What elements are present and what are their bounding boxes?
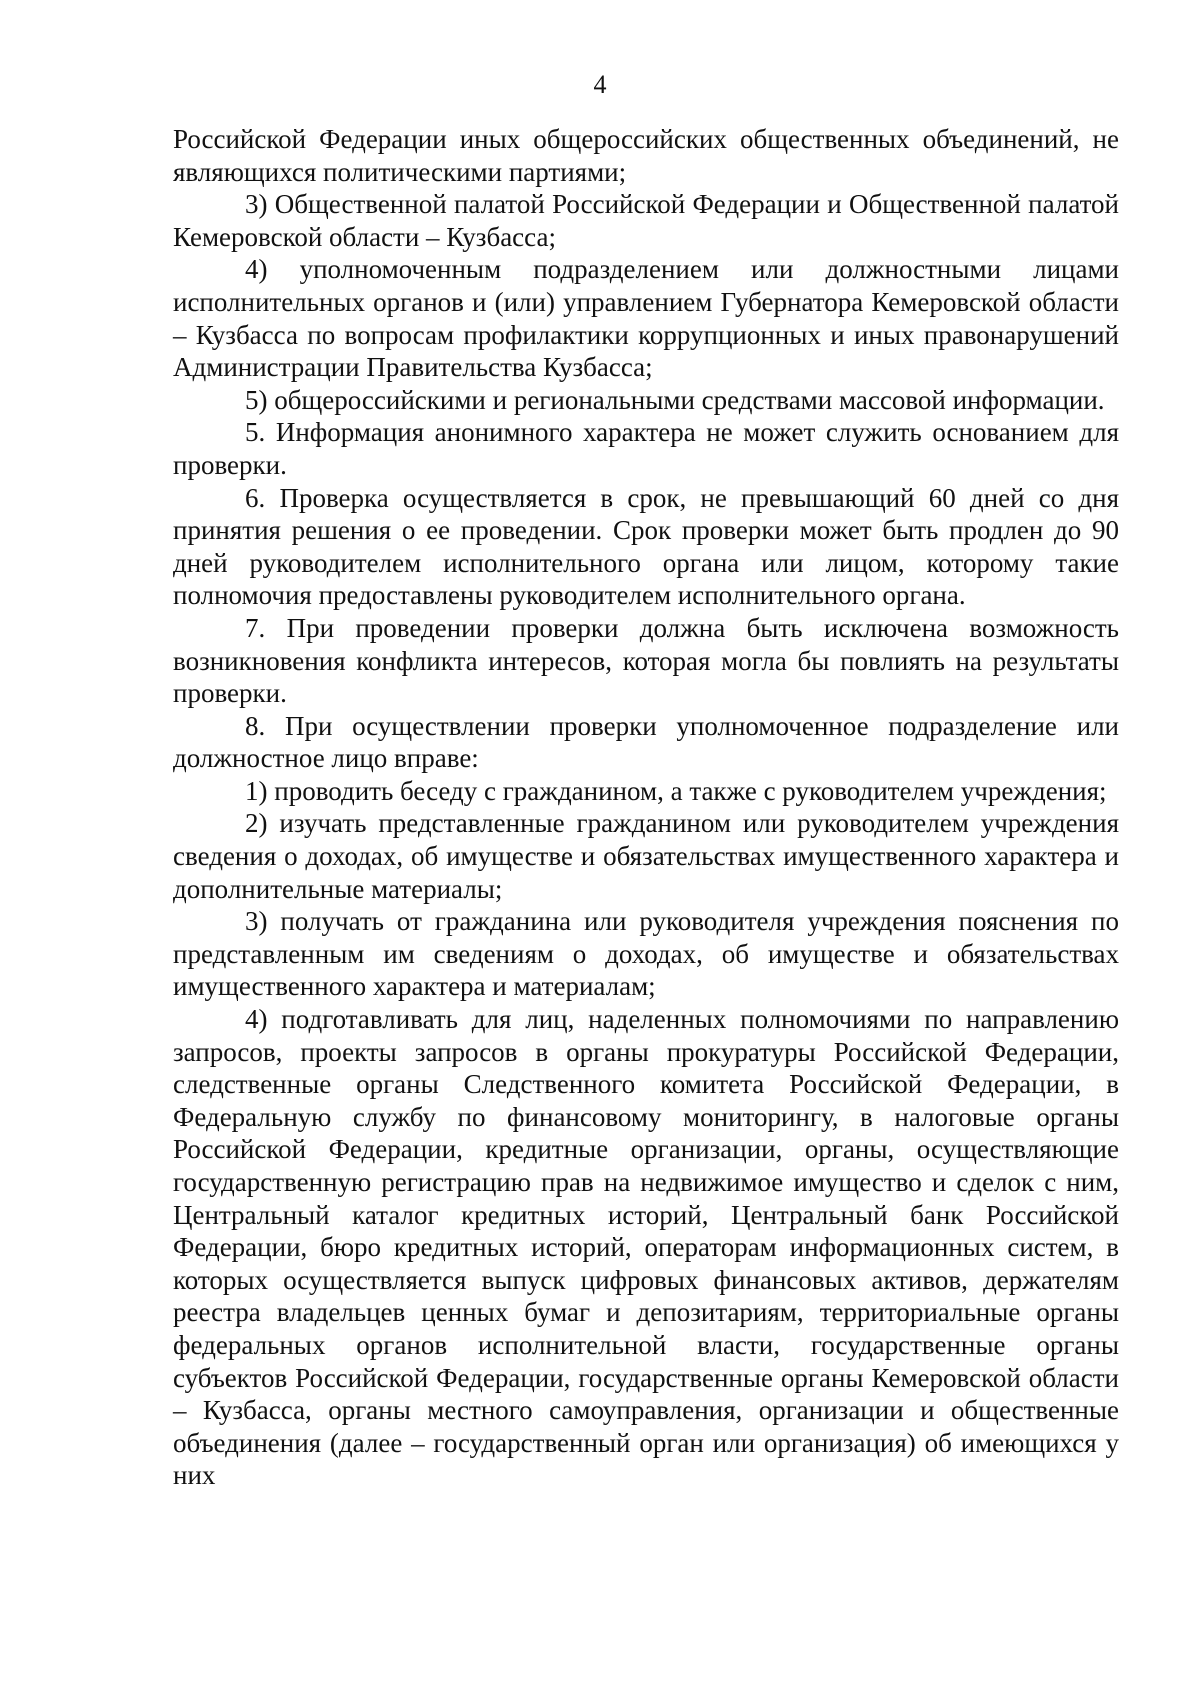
list-item-5-mass-media: 5) общероссийскими и региональными средствами массовой информации. xyxy=(245,384,1105,415)
clause-6-check-term: 6. Проверка осуществляется в срок, не превышающий 60 дней со дня принятия решения о ее проведении. Срок проверки может быть продлен до 90 дней руководителем исполнительного органа или лицом, которому такие полномочия предоставлены руководителем исполнительного органа. xyxy=(173,482,1119,611)
right-3-obtain-explanations: 3) получать от гражданина или руководителя учреждения пояснения по представленным им сведениям о доходах, об имуществе и обязательствах имущественного характера и материалам; xyxy=(173,906,1119,1002)
list-item-3-public-chamber: 3) Общественной палатой Российской Федерации и Общественной палатой Кемеровской области – Кузбасса; xyxy=(173,189,1119,252)
clause-5-anonymous-information: 5. Информация анонимного характера не может служить основанием для проверки. xyxy=(173,417,1119,480)
right-1-conversation: 1) проводить беседу с гражданином, а также с руководителем учреждения; xyxy=(245,775,1107,806)
document-body xyxy=(173,123,1119,1492)
clause-7-conflict-of-interest: 7. При проведении проверки должна быть исключена возможность возникновения конфликта интересов, которая могла бы повлиять на результаты проверки. xyxy=(173,612,1119,709)
list-item-4-authorized-division: 4) уполномоченным подразделением или должностными лицами исполнительных органов и (или) управлением Губернатора Кемеровской области – Кузбасса по вопросам профилактики коррупционных и иных правонарушений Администрации Правительства Кузбасса; xyxy=(173,254,1119,383)
clause-8-rights-intro: 8. При осуществлении проверки уполномоченное подразделение или должностное лицо вправе: xyxy=(173,710,1119,774)
right-2-study-information: 2) изучать представленные гражданином или руководителем учреждения сведения о доходах, об имуществе и обязательствах имущественного характера и дополнительные материалы; xyxy=(173,808,1119,904)
page-number: 4 xyxy=(593,70,607,99)
paragraph-continuation: Российской Федерации иных общероссийских общественных объединений, не являющихся политическими партиями; xyxy=(173,124,1119,187)
right-4-prepare-requests: 4) подготавливать для лиц, наделенных полномочиями по направлению запросов, проекты запросов в органы прокуратуры Российской Федерации, следственные органы Следственного комитета Российской Федерации, в Федеральную службу по финансовому мониторингу, в налоговые органы Российской Федерации, кредитные организации, органы, осуществляющие государственную регистрацию прав на недвижимое имущество и сделок с ним, Центральный каталог кредитных историй, Центральный банк Российской Федерации, бюро кредитных историй, операторам информационных систем, в которых осуществляется выпуск цифровых финансовых активов, держателям реестра владельцев ценных бумаг и депозитариям, территориальные органы федеральных органов исполнительной власти, государственные органы субъектов Российской Федерации, государственные органы Кемеровской области – Кузбасса, органы местного самоуправления, организации и общественные объединения (далее – государственный орган или организация) об имеющихся у них xyxy=(173,1004,1119,1491)
